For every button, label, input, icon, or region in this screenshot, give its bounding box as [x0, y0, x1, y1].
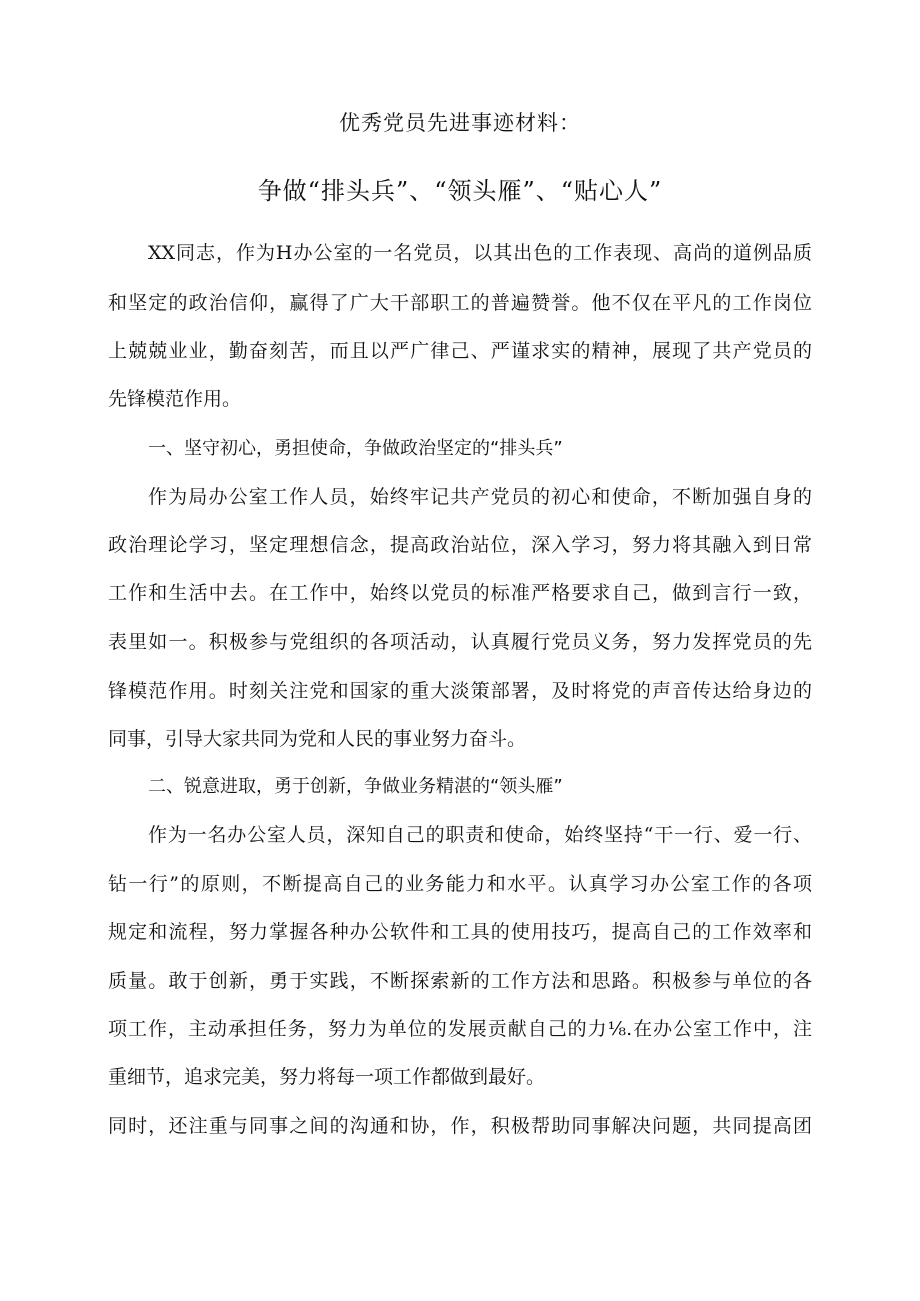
section-1-line: 表里如一。积极参与党组织的各项活动，认真履行党员义务，努力发挥党员的先 [108, 631, 812, 653]
section-2-line: 项工作，主动承担任务，努力为单位的发展贡献自己的力⅛.在办公室工作中，注 [108, 1018, 812, 1040]
section-2-line: 钻一行”的原则，不断提高自己的业务能力和水平。认真学习办公室工作的各项 [108, 873, 812, 895]
section-1-line: 作为局办公室工作人员，始终牢记共产党员的初心和使命，不断加强自身的 [148, 486, 812, 508]
section-2-line: 作为一名办公室人员，深知自己的职责和使命，始终坚持“干一行、爱一行、 [148, 824, 812, 846]
section-2-line: 规定和流程，努力掌握各种办公软件和工具的使用技巧，提高自己的工作效率和 [108, 921, 812, 943]
section-1-line: 工作和生活中去。在工作中，始终以党员的标准严格要求自己，做到言行一致， [108, 582, 812, 604]
section-2-continuation: 同时，还注重与同事之间的沟通和协，作，积极帮助同事解决问题，共同提高团 [108, 1115, 812, 1137]
section-1-line: 同事，引导大家共同为党和人民的事业努力奋斗。 [108, 728, 527, 750]
document-title: 优秀党员先进事迹材料： [339, 111, 581, 135]
section-2-heading: 二、锐意进取，勇于创新，争做业务精湛的“领头雁” [148, 776, 563, 797]
intro-line: XX同志，作为H办公室的一名党员，以其出色的工作表现、高尚的道例品质 [148, 242, 812, 264]
intro-line: 先锋模范作用。 [108, 388, 242, 410]
section-2-line: 质量。敢于创新，勇于实践，不断探索新的工作方法和思路。积极参与单位的各 [108, 970, 812, 992]
section-1-line: 锋模范作用。时刻关注党和国家的重大淡策部署，及时将党的声音传达给身边的 [108, 680, 812, 702]
document-subtitle: 争做“排头兵”、“领头雁”、“贴心人” [257, 177, 663, 205]
intro-line: 上兢兢业业，勤奋刻苦，而且以严广律己、严谨求实的精神，展现了共产党员的 [108, 340, 812, 362]
section-1-line: 政治理论学习，坚定理想信念，提高政治站位，深入学习，努力将其融入到日常 [108, 534, 812, 556]
section-1-heading: 一、坚守初心，勇担使命，争做政治坚定的“排头兵” [148, 438, 563, 459]
intro-line: 和坚定的政治信仰，赢得了广大干部职工的普遍赞誉。他不仅在平凡的工作岗位 [108, 292, 812, 314]
section-2-line: 重细节，追求完美，努力将每一项工作都做到最好。 [108, 1066, 546, 1088]
